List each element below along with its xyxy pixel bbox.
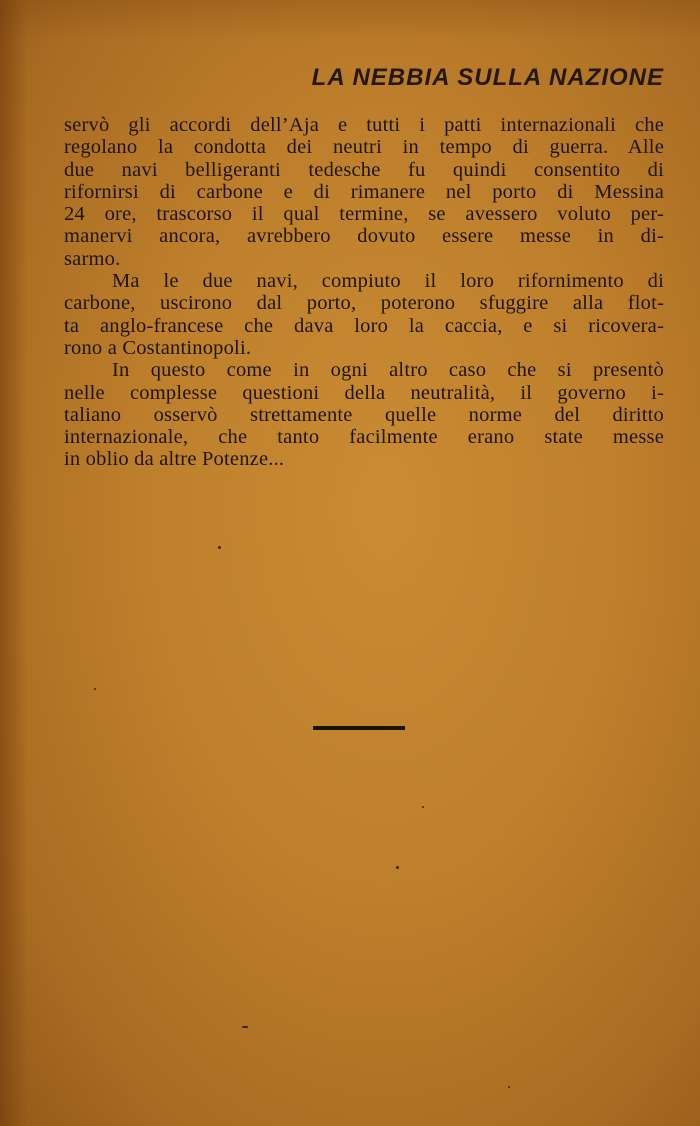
text-line: in oblio da altre Potenze... — [64, 448, 285, 471]
paper-speck — [218, 546, 221, 549]
page-shadow-top — [0, 0, 700, 40]
paper-speck — [508, 1086, 510, 1088]
text-line: rono a Costantinopoli. — [64, 336, 252, 359]
paper-speck — [396, 866, 399, 869]
text-line: In questo come in ogni altro caso che si presentò — [112, 359, 664, 382]
text-line: due navi belligeranti tedesche fu quindi consentito di — [64, 158, 664, 181]
paper-speck — [94, 688, 96, 690]
paragraph — [64, 359, 664, 470]
section-divider — [313, 726, 405, 730]
text-line: manervi ancora, avrebbero dovuto essere messe in di- — [64, 225, 664, 248]
text-line: rifornirsi di carbone e di rimanere nel porto di Messina — [64, 180, 664, 203]
text-line: servò gli accordi dell’Aja e tutti i patti internazionali che — [64, 114, 664, 136]
body-text — [64, 114, 664, 471]
text-line: sarmo. — [64, 247, 121, 270]
text-line: carbone, uscirono dal porto, poterono sfuggire alla flot- — [64, 292, 664, 315]
text-line: internazionale, che tanto facilmente erano state messe — [64, 426, 664, 449]
text-line: regolano la condotta dei neutri in tempo di guerra. Alle — [64, 136, 664, 159]
paper-speck — [242, 1026, 248, 1028]
paper-speck — [422, 806, 424, 808]
paragraph — [64, 270, 664, 359]
text-line: 24 ore, trascorso il qual termine, se avessero voluto per- — [64, 203, 664, 226]
text-line: taliano osservò strettamente quelle norme del diritto — [64, 403, 664, 426]
page-shadow-left — [0, 0, 28, 1126]
running-head: LA NEBBIA SULLA NAZIONE — [311, 64, 664, 91]
text-line: nelle complesse questioni della neutralità, il governo i- — [64, 381, 664, 404]
paragraph — [64, 114, 664, 270]
text-line: ta anglo-francese che dava loro la caccia, e si ricovera- — [64, 314, 664, 337]
text-line: Ma le due navi, compiuto il loro rifornimento di — [112, 270, 664, 293]
